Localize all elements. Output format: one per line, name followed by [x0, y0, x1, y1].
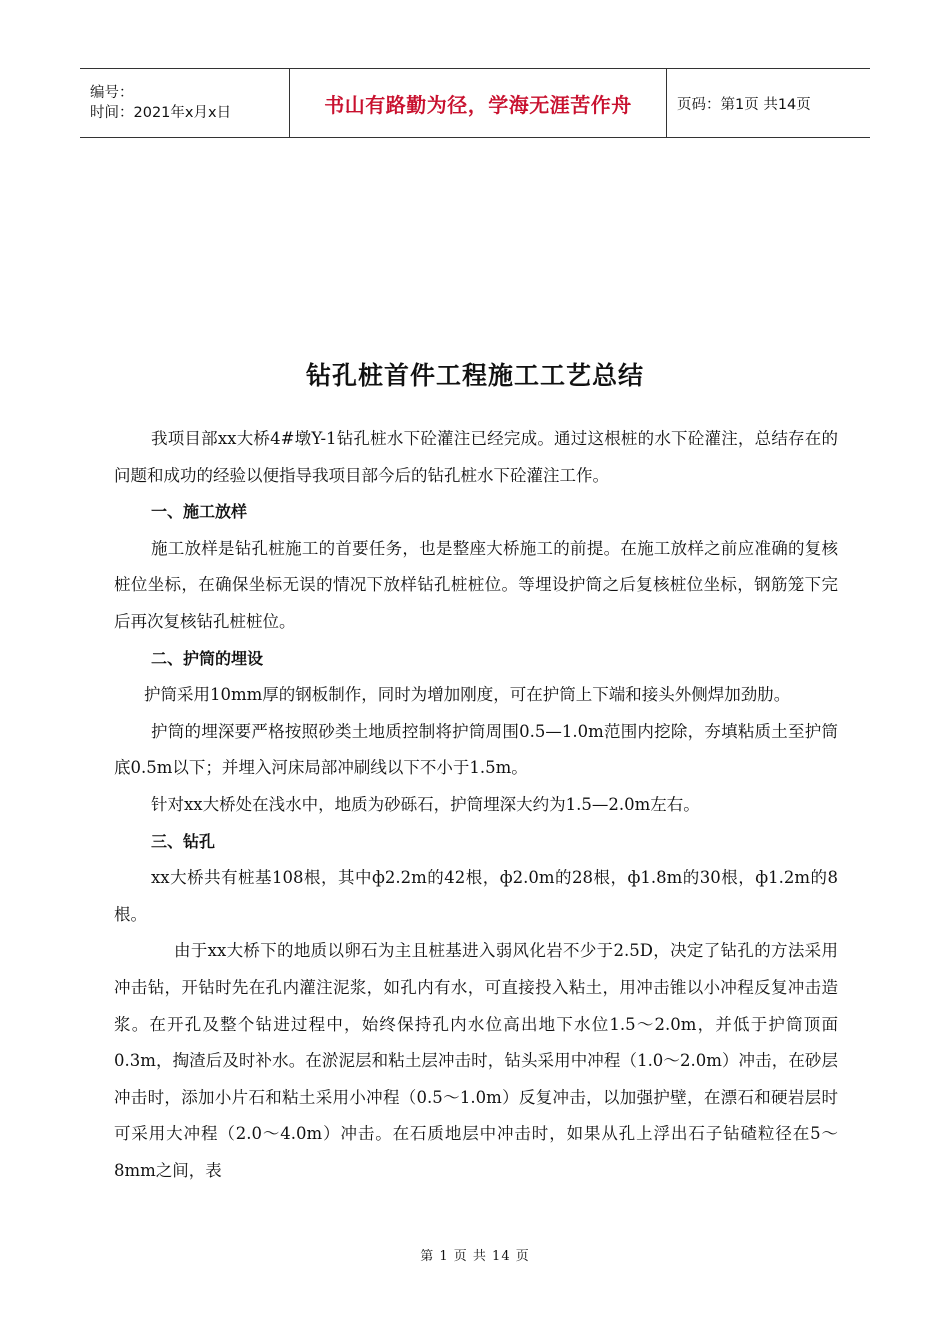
section-heading-drilling: 三、钻孔: [151, 831, 216, 851]
document-title: 钻孔桩首件工程施工工艺总结: [305, 361, 644, 390]
document-date-label: 时间：2021年x月x日: [90, 105, 232, 121]
header-page-cell: [667, 69, 870, 137]
header-motto: 书山有路勤为径，学海无涯苦作舟: [324, 92, 632, 117]
section-heading-layout: 一、施工放样: [151, 502, 248, 522]
drilling-paragraph-2: 由于xx大桥下的地质以卵石为主且桩基进入弱风化岩不少于2.5D，决定了钻孔的方法采用冲击钻，开钻时先在孔内灌注泥浆，如孔内有水，可直接投入粘土，用冲击锥以小冲程反复冲击造浆。在开孔及整个钻进过程中，始终保持孔内水位高出地下水位1.5～2.0m，并低于护筒顶面0.3m，掏渣后及时补水。在淤泥层和粘土层冲击时，钻头采用中冲程（1.0～2.0m）冲击，在砂层冲击时，添加小片石和粘土采用小冲程（0.5～1.0m）反复冲击，以加强护壁，在漂石和硬岩层时可采用大冲程（2.0～4.0m）冲击。在石质地层中冲击时，如果从孔上浮出石子钻碴粒径在5～8mm之间，表: [114, 941, 838, 1180]
document-body: [114, 421, 838, 1189]
layout-paragraph: 施工放样是钻孔桩施工的首要任务，也是整座大桥施工的前提。在施工放样之前应准确的复核桩位坐标，在确保坐标无误的情况下放样钻孔桩桩位。等埋设护筒之后复核桩位坐标，钢筋笼下完后再次复核钻孔桩桩位。: [114, 538, 838, 631]
intro-paragraph: 我项目部xx大桥4#墩Y-1钻孔桩水下砼灌注已经完成。通过这根桩的水下砼灌注，总结存在的问题和成功的经验以便指导我项目部今后的钻孔桩水下砼灌注工作。: [114, 429, 838, 485]
page-header: [80, 68, 870, 138]
casing-paragraph-3: 针对xx大桥处在浅水中，地质为砂砾石，护筒埋深大约为1.5—2.0m左右。: [151, 794, 700, 814]
page-footer: 第 1 页 共 14 页: [420, 1249, 530, 1264]
casing-paragraph-1: 护筒采用10mm厚的钢板制作，同时为增加刚度，可在护筒上下端和接头外侧焊加劲肋。: [144, 685, 791, 705]
drilling-paragraph-1: xx大桥共有桩基108根，其中ф2.2m的42根，ф2.0m的28根，ф1.8m的30根，ф1.2m的8根。: [114, 868, 838, 924]
header-motto-cell: [289, 69, 667, 137]
header-meta: [80, 69, 289, 137]
document-number-label: 编号：: [90, 85, 134, 101]
page-number-label: 页码：第1页 共14页: [677, 96, 811, 113]
casing-paragraph-2: 护筒的埋深要严格按照砂类土地质控制将护筒周围0.5—1.0m范围内挖除，夯填粘质土至护筒底0.5m以下；并埋入河床局部冲刷线以下不小于1.5m。: [114, 721, 838, 778]
section-heading-casing: 二、护筒的埋设: [151, 648, 264, 668]
